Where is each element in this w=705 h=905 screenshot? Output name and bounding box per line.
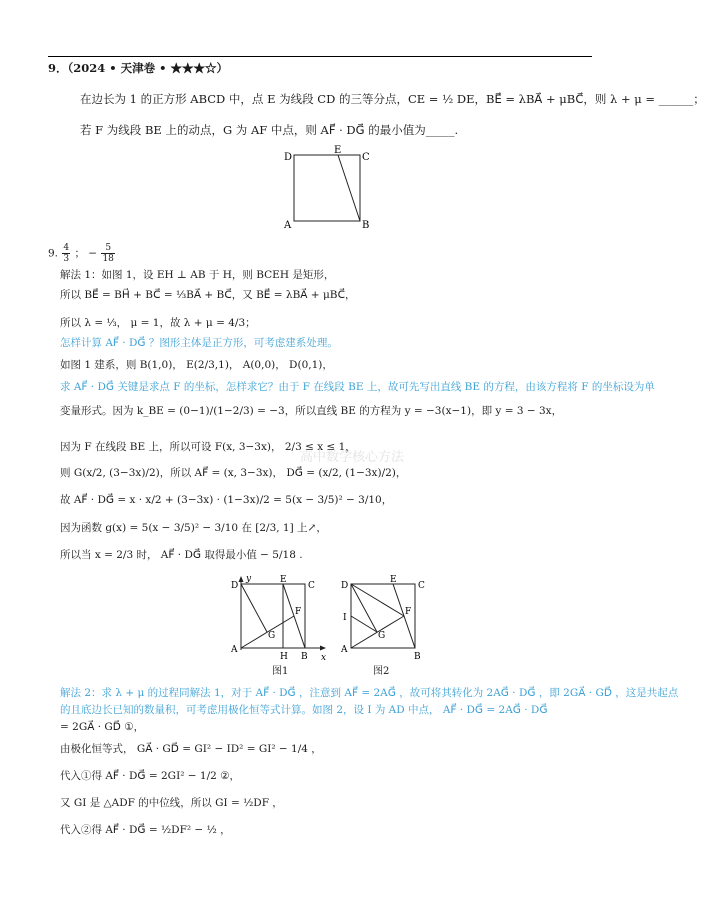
- watermark: 高中数学核心方法: [300, 450, 405, 465]
- label-d: D: [284, 152, 293, 163]
- solution-2-line-7: 代入②得 AF⃗ · DG⃗ = ½DF² − ½ ，: [60, 824, 231, 836]
- label-x: x: [321, 653, 327, 663]
- f2-label-b: B: [414, 652, 421, 662]
- solution-2-line-1: 解法 2：求 λ + μ 的过程同解法 1，对于 AF⃗ · DG⃗ ，注意到 AF⃗ = 2AG⃗ ，故可将其转化为 2AG⃗ · DG⃗ ，即 2GA⃗ · GD⃗ ，这是共起点: [60, 687, 679, 699]
- label-b: B: [362, 220, 370, 231]
- f1-label-h: H: [280, 652, 288, 662]
- f2-label-i: I: [343, 613, 347, 623]
- problem-figure: [280, 144, 380, 234]
- figure-2-caption: 图2: [373, 666, 390, 677]
- f1-label-b: B: [301, 652, 308, 662]
- f1-label-f: F: [295, 607, 302, 617]
- solution-2-line-2: 的且底边长已知的数量积，可考虑用极化恒等式计算。如图 2，设 I 为 AD 中点， AF⃗ · DG⃗ = 2AG⃗ · DG⃗: [60, 704, 548, 716]
- top-rule: [48, 56, 592, 57]
- f2-label-a: A: [341, 645, 348, 655]
- solution-hint-1: 怎样计算 AF⃗ · DG⃗ ？图形主体是正方形，可考虑建系处理。: [60, 337, 338, 349]
- label-a: A: [284, 220, 292, 231]
- answer-fraction-2: $\frac{5}{18}$: [102, 243, 114, 264]
- f2-label-g: G: [378, 631, 386, 641]
- solution-line-12: 所以当 x = 2/3 时， AF⃗ · DG⃗ 取得最小值 − 5/18 .: [60, 549, 303, 561]
- y-axis-arrow: [239, 576, 244, 582]
- f2-label-c: C: [418, 581, 425, 591]
- answer-line: [48, 243, 116, 264]
- solution-line-7: 变量形式。因为 k_BE = (0−1)/(1−2/3) = −3，所以直线 BE 的方程为 y = −3(x−1)，即 y = 3 − 3x，: [60, 405, 563, 417]
- answer-separator: ；: [74, 247, 85, 260]
- f1-label-c: C: [308, 581, 315, 591]
- problem-line-1: 在边长为 1 的正方形 ABCD 中，点 E 为线段 CD 的三等分点，CE = ½ DE，BE⃗ = λBA⃗ + μBC⃗，则 λ + μ = ______；: [80, 92, 705, 106]
- solution-line-3: 所以 λ = ⅓， μ = 1，故 λ + μ = 4/3；: [60, 317, 256, 329]
- f2-label-d: D: [341, 581, 349, 591]
- segment-dg-1: [241, 584, 267, 632]
- solution-hint-2: 求 AF⃗ · DG⃗ 关键是求点 F 的坐标，怎样求它？由于 F 在线段 BE 上，故可先写出直线 BE 的方程，由该方程将 F 的坐标设为单: [60, 381, 655, 393]
- f1-label-g: G: [268, 631, 276, 641]
- f1-label-d: D: [231, 581, 239, 591]
- answer-sign: −: [88, 247, 98, 260]
- solution-line-5: 如图 1 建系，则 B(1,0)， E(2/3,1)， A(0,0)， D(0,1)，: [60, 359, 333, 371]
- solution-2-line-4: 由极化恒等式， GA⃗ · GD⃗ = GI² − ID² = GI² − 1/4 ，: [60, 743, 322, 755]
- solution-line-10: 故 AF⃗ · DG⃗ = x · x/2 + (3−3x) · (1−3x)/2 = 5(x − 3/5)² − 3/10，: [60, 494, 393, 506]
- f2-label-e: E: [390, 575, 397, 585]
- label-y: y: [246, 574, 252, 584]
- f1-label-a: A: [231, 645, 238, 655]
- solution-2-line-6: 又 GI 是 △ADF 的中位线，所以 GI = ½DF ，: [60, 797, 283, 809]
- solution-line-11: 因为函数 g(x) = 5(x − 3/5)² − 3/10 在 [2/3, 1] 上↗，: [60, 522, 327, 534]
- x-axis-arrow: [320, 646, 326, 651]
- segment-df: [351, 584, 404, 616]
- solution-line-8: 因为 F 在线段 BE 上，所以可设 F(x, 3−3x)， 2/3 ≤ x ≤ 1，: [60, 441, 356, 453]
- solution-line-1: 解法 1：如图 1，设 EH ⊥ AB 于 H，则 BCEH 是矩形，: [60, 269, 335, 281]
- label-e: E: [334, 145, 342, 156]
- figure-2: [336, 572, 426, 660]
- f1-label-e: E: [280, 575, 287, 585]
- solution-2-line-5: 代入①得 AF⃗ · DG⃗ = 2GI² − 1/2 ②，: [60, 770, 241, 782]
- problem-header: 9．（2024 • 天津卷 • ★★★☆）: [48, 61, 228, 75]
- solution-2-line-3: = 2GA⃗ · GD⃗ ①，: [60, 721, 145, 733]
- solution-line-2: 所以 BE⃗ = BH⃗ + BC⃗ = ⅓BA⃗ + BC⃗，又 BE⃗ = λBA⃗ + μBC⃗，: [60, 289, 356, 301]
- problem-line-2: 若 F 为线段 BE 上的动点，G 为 AF 中点，则 AF⃗ · DG⃗ 的最小值为_____.: [80, 123, 459, 137]
- square-abcd: [294, 155, 360, 221]
- segment-dg-2: [351, 584, 377, 632]
- figure-1: [226, 572, 336, 663]
- label-c: C: [362, 152, 370, 163]
- f2-label-f: F: [405, 607, 412, 617]
- answer-fraction-1: $\frac{4}{3}$: [63, 243, 70, 264]
- answer-number: 9.: [48, 247, 59, 260]
- solution-line-9: 则 G(x/2, (3−3x)/2)，所以 AF⃗ = (x, 3−3x)， DG⃗ = (x/2, (1−3x)/2)，: [60, 467, 407, 479]
- segment-be: [338, 155, 360, 221]
- figure-1-caption: 图1: [272, 666, 289, 677]
